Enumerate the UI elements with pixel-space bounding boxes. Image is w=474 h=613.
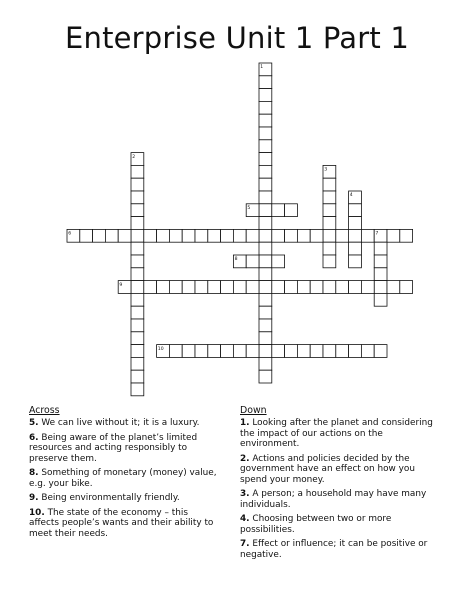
grid-cell[interactable]: [246, 229, 259, 242]
clue-text: Looking after the planet and considering the impact of our actions on the environment.: [240, 418, 433, 450]
grid-cell[interactable]: [259, 332, 272, 345]
down-clues: [240, 406, 440, 564]
clue-number-label: 7: [375, 231, 379, 237]
grid-cell[interactable]: [349, 204, 362, 217]
grid-cell[interactable]: [361, 281, 374, 294]
grid-cell[interactable]: [131, 293, 144, 306]
grid-cell[interactable]: [208, 281, 221, 294]
grid-cell[interactable]: [374, 293, 387, 306]
clue-text: We can live without it; it is a luxury.: [41, 418, 200, 429]
grid-cell[interactable]: [387, 229, 400, 242]
grid-cell[interactable]: [208, 229, 221, 242]
grid-cell[interactable]: [131, 345, 144, 358]
clue-text: Something of monetary (money) value, e.g. your bike.: [29, 468, 217, 489]
grid-cell[interactable]: [259, 89, 272, 102]
down-clue-1: [240, 418, 440, 449]
clue-number: 5.: [29, 418, 39, 429]
grid-cell[interactable]: [259, 306, 272, 319]
across-clue-10: [29, 508, 219, 539]
grid-cell[interactable]: [374, 255, 387, 268]
grid-cell[interactable]: [233, 281, 246, 294]
grid-cell[interactable]: [323, 242, 336, 255]
grid-cell[interactable]: [323, 229, 336, 242]
across-clue-5: [29, 418, 219, 428]
grid-cell[interactable]: [131, 255, 144, 268]
clue-number: 4.: [240, 514, 250, 525]
clue-number-label: 6: [68, 231, 72, 237]
grid-cell[interactable]: [323, 281, 336, 294]
grid-cell[interactable]: [349, 217, 362, 230]
clue-number-label: 1: [260, 65, 264, 71]
grid-cell[interactable]: [272, 255, 285, 268]
grid-cell[interactable]: [259, 114, 272, 127]
grid-cell[interactable]: [259, 229, 272, 242]
grid-cell[interactable]: [336, 345, 349, 358]
grid-cell[interactable]: [323, 217, 336, 230]
grid-cell[interactable]: [323, 204, 336, 217]
grid-cell[interactable]: [246, 345, 259, 358]
grid-cell[interactable]: [323, 255, 336, 268]
grid-cell[interactable]: [221, 345, 234, 358]
clue-number-label: 5: [247, 206, 251, 211]
grid-cell[interactable]: [323, 178, 336, 191]
grid-cell[interactable]: [131, 217, 144, 230]
grid-cell[interactable]: [246, 281, 259, 294]
clue-number: 3.: [240, 489, 250, 500]
grid-cell[interactable]: [131, 332, 144, 345]
grid-cell[interactable]: [259, 357, 272, 370]
grid-cell[interactable]: [374, 281, 387, 294]
across-clue-8: [29, 468, 219, 489]
clue-text: Effect or influence; it can be positive or negative.: [240, 539, 428, 560]
grid-cell[interactable]: [131, 281, 144, 294]
grid-cell[interactable]: [221, 229, 234, 242]
grid-cell[interactable]: [259, 101, 272, 114]
grid-cell[interactable]: [297, 229, 310, 242]
grid-cell[interactable]: [131, 383, 144, 396]
clue-text: Being aware of the planet’s limited resources and acting responsibly to preserve them.: [29, 433, 198, 464]
grid-cell[interactable]: [374, 242, 387, 255]
clue-number: 1.: [240, 418, 250, 429]
grid-cell[interactable]: [285, 281, 298, 294]
grid-cell[interactable]: [93, 229, 106, 242]
across-clue-6: [29, 433, 219, 464]
clue-number: 8.: [29, 468, 39, 479]
grid-cell[interactable]: [169, 229, 182, 242]
clue-number-label: 9: [119, 282, 123, 288]
grid-cell[interactable]: [323, 345, 336, 358]
grid-cell[interactable]: [400, 281, 413, 294]
grid-cell[interactable]: [195, 345, 208, 358]
grid-cell[interactable]: [182, 229, 195, 242]
grid-cell[interactable]: [259, 319, 272, 332]
down-clue-2: [240, 454, 440, 485]
grid-cell[interactable]: [323, 191, 336, 204]
grid-cell[interactable]: [259, 140, 272, 153]
grid-cell[interactable]: [157, 229, 170, 242]
down-clue-4: [240, 514, 440, 535]
grid-cell[interactable]: [259, 165, 272, 178]
down-clue-7: [240, 539, 440, 560]
grid-cell[interactable]: [285, 345, 298, 358]
grid-cell[interactable]: [336, 281, 349, 294]
grid-cell[interactable]: [259, 217, 272, 230]
grid-cell[interactable]: [131, 229, 144, 242]
grid-cell[interactable]: [259, 345, 272, 358]
grid-cell[interactable]: [272, 281, 285, 294]
grid-cell[interactable]: [169, 281, 182, 294]
grid-cell[interactable]: [80, 229, 93, 242]
grid-cell[interactable]: [349, 229, 362, 242]
grid-cell[interactable]: [259, 191, 272, 204]
grid-cell[interactable]: [374, 345, 387, 358]
grid-cell[interactable]: [131, 370, 144, 383]
grid-cell[interactable]: [131, 268, 144, 281]
grid-cell[interactable]: [118, 229, 131, 242]
clue-number-label: 2: [132, 154, 136, 160]
grid-cell[interactable]: [310, 229, 323, 242]
grid-cell[interactable]: [259, 127, 272, 140]
grid-cell[interactable]: [361, 229, 374, 242]
clue-text: A person; a household may have many individuals.: [240, 489, 427, 510]
grid-cell[interactable]: [233, 229, 246, 242]
grid-cell[interactable]: [182, 281, 195, 294]
grid-cell[interactable]: [259, 281, 272, 294]
grid-cell[interactable]: [233, 345, 246, 358]
grid-cell[interactable]: [221, 281, 234, 294]
clue-number-label: 3: [324, 167, 328, 173]
clue-text: Being environmentally friendly.: [41, 493, 180, 504]
clue-text: The state of the economy – this affects people’s wants and their ability to meet their needs.: [29, 508, 214, 539]
grid-cell[interactable]: [361, 345, 374, 358]
grid-cell[interactable]: [374, 268, 387, 281]
clue-number: 6.: [29, 433, 39, 443]
across-clue-9: [29, 493, 219, 503]
down-clue-3: [240, 489, 440, 510]
grid-cell[interactable]: [259, 204, 272, 217]
grid-cell[interactable]: [131, 204, 144, 217]
grid-cell[interactable]: [349, 281, 362, 294]
grid-cell[interactable]: [272, 345, 285, 358]
grid-cell[interactable]: [144, 281, 157, 294]
grid-cell[interactable]: [131, 165, 144, 178]
clue-text: Choosing between two or more possibilities.: [240, 514, 392, 535]
clue-number-label: 4: [349, 193, 353, 199]
grid-cell[interactable]: [131, 178, 144, 191]
grid-cell[interactable]: [259, 76, 272, 89]
clue-number-label: 10: [157, 346, 164, 352]
grid-cell[interactable]: [259, 255, 272, 268]
grid-cell[interactable]: [131, 357, 144, 370]
grid-cell[interactable]: [259, 268, 272, 281]
grid-cell[interactable]: [297, 345, 310, 358]
grid-cell[interactable]: [259, 178, 272, 191]
grid-cell[interactable]: [131, 242, 144, 255]
grid-cell[interactable]: [310, 345, 323, 358]
grid-cell[interactable]: [349, 345, 362, 358]
grid-cell[interactable]: [259, 293, 272, 306]
clue-number: 10.: [29, 508, 45, 518]
grid-cell[interactable]: [105, 229, 118, 242]
grid-cell[interactable]: [157, 281, 170, 294]
grid-cell[interactable]: [285, 229, 298, 242]
grid-cell[interactable]: [387, 281, 400, 294]
grid-cell[interactable]: [272, 229, 285, 242]
grid-cell[interactable]: [349, 242, 362, 255]
across-clues: [29, 406, 219, 543]
grid-cell[interactable]: [400, 229, 413, 242]
grid-cell[interactable]: [144, 229, 157, 242]
grid-cell[interactable]: [259, 153, 272, 166]
grid-cell[interactable]: [259, 370, 272, 383]
clue-number: 7.: [240, 539, 250, 550]
across-heading: Across: [29, 405, 60, 416]
grid-cell[interactable]: [208, 345, 221, 358]
grid-cell[interactable]: [310, 281, 323, 294]
clue-number: 9.: [29, 493, 39, 504]
grid-cell[interactable]: [131, 191, 144, 204]
grid-cell[interactable]: [349, 255, 362, 268]
down-heading: Down: [240, 405, 267, 416]
grid-cell[interactable]: [336, 229, 349, 242]
grid-cell[interactable]: [195, 229, 208, 242]
grid-cell[interactable]: [272, 204, 285, 217]
clue-number-label: 8: [234, 257, 238, 263]
clue-text: Actions and policies decided by the government have an effect on how you spend your money.: [240, 453, 415, 485]
grid-cell[interactable]: [182, 345, 195, 358]
page-title: Enterprise Unit 1 Part 1: [64, 21, 410, 55]
grid-cell[interactable]: [131, 319, 144, 332]
clue-number: 2.: [240, 453, 250, 464]
grid-cell[interactable]: [285, 204, 298, 217]
grid-cell[interactable]: [259, 242, 272, 255]
grid-cell[interactable]: [246, 255, 259, 268]
grid-cell[interactable]: [169, 345, 182, 358]
grid-cell[interactable]: [195, 281, 208, 294]
grid-cell[interactable]: [131, 306, 144, 319]
grid-cell[interactable]: [297, 281, 310, 294]
